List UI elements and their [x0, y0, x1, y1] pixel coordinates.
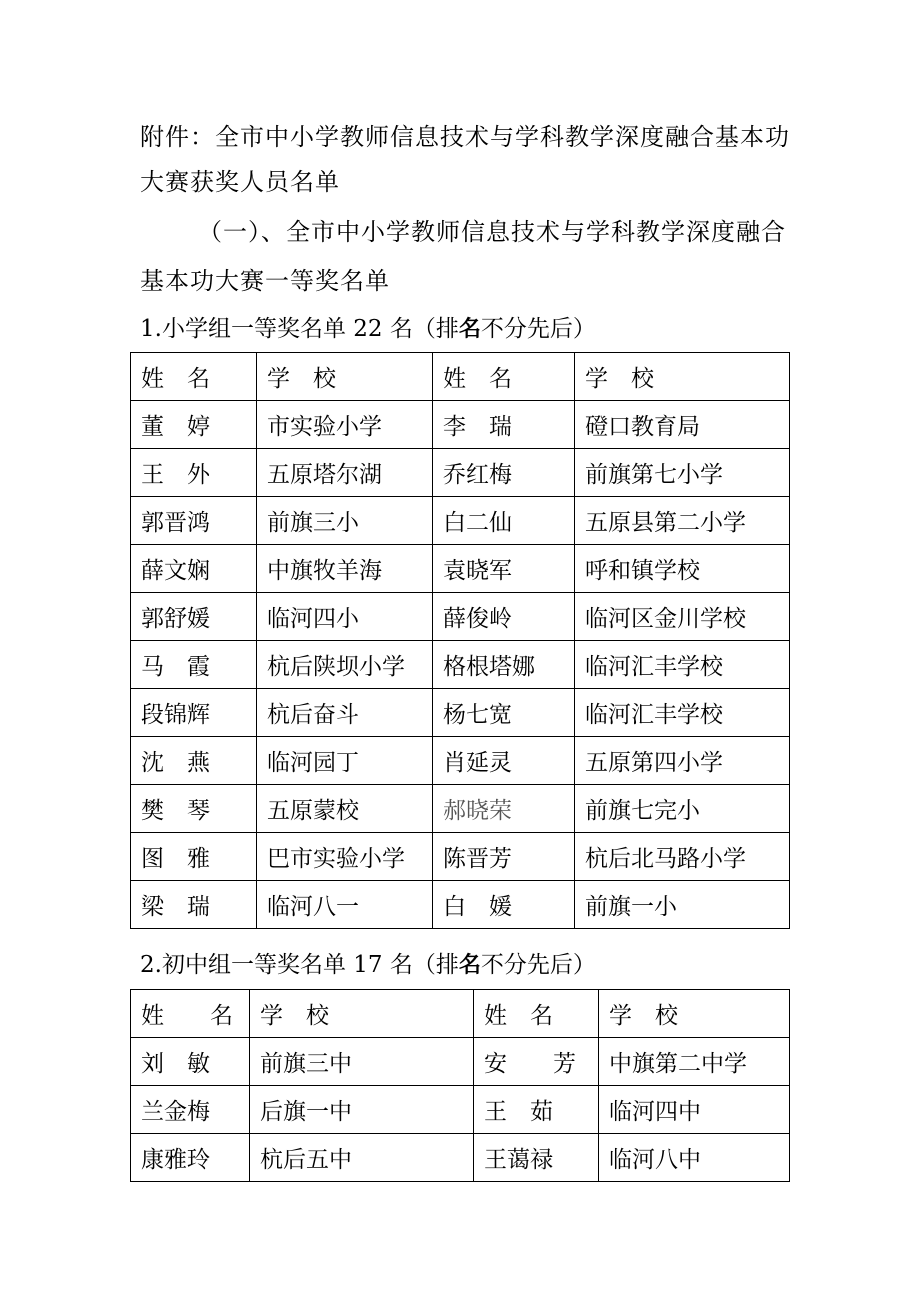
header-cell: 学 校 [575, 353, 790, 401]
school-cell: 五原第四小学 [575, 737, 790, 785]
table-row [131, 401, 790, 449]
school-cell: 五原蒙校 [257, 785, 433, 833]
name-cell: 李 瑞 [433, 401, 575, 449]
table-row [131, 1086, 790, 1134]
school-cell: 中旗第二中学 [599, 1038, 790, 1086]
school-cell: 巴市实验小学 [257, 833, 433, 881]
table-row [131, 833, 790, 881]
name-cell: 王 茹 [474, 1086, 599, 1134]
name-cell: 陈晋芳 [433, 833, 575, 881]
caption-bold-char: 名 [458, 317, 481, 342]
school-cell: 前旗一小 [575, 881, 790, 929]
name-cell: 薛文娴 [131, 545, 257, 593]
table-row [131, 497, 790, 545]
school-cell: 五原县第二小学 [575, 497, 790, 545]
table-row [131, 1038, 790, 1086]
table-row [131, 785, 790, 833]
school-cell: 临河园丁 [257, 737, 433, 785]
name-cell: 乔红梅 [433, 449, 575, 497]
school-cell: 五原塔尔湖 [257, 449, 433, 497]
header-row [131, 990, 790, 1038]
school-cell: 前旗七完小 [575, 785, 790, 833]
header-cell: 姓 名 [474, 990, 599, 1038]
school-cell: 临河八中 [599, 1134, 790, 1182]
name-cell: 王蔼禄 [474, 1134, 599, 1182]
caption-text: 1.小学组一等奖名单 22 名（排 [140, 316, 459, 342]
table-row [131, 689, 790, 737]
school-cell: 杭后五中 [250, 1134, 474, 1182]
name-cell: 刘 敏 [131, 1038, 250, 1086]
school-cell: 临河汇丰学校 [575, 641, 790, 689]
name-cell: 白 媛 [433, 881, 575, 929]
school-cell: 呼和镇学校 [575, 545, 790, 593]
name-cell: 薛俊岭 [433, 593, 575, 641]
middle-award-table [130, 989, 790, 1182]
attachment-title-line-1: 附件：全市中小学教师信息技术与学科教学深度融合基本功 [140, 123, 790, 151]
school-cell: 临河区金川学校 [575, 593, 790, 641]
header-row [131, 353, 790, 401]
school-cell: 后旗一中 [250, 1086, 474, 1134]
name-cell: 杨七宽 [433, 689, 575, 737]
name-cell: 康雅玲 [131, 1134, 250, 1182]
school-cell: 杭后北马路小学 [575, 833, 790, 881]
header-cell: 学 校 [257, 353, 433, 401]
school-cell: 杭后奋斗 [257, 689, 433, 737]
header-cell: 姓 名 [433, 353, 575, 401]
name-cell: 郭晋鸿 [131, 497, 257, 545]
school-cell: 临河四中 [599, 1086, 790, 1134]
table-row [131, 593, 790, 641]
primary-table-caption [140, 312, 596, 347]
school-cell: 中旗牧羊海 [257, 545, 433, 593]
name-cell: 图 雅 [131, 833, 257, 881]
school-cell: 磴口教育局 [575, 401, 790, 449]
school-cell: 市实验小学 [257, 401, 433, 449]
header-cell: 姓 名 [131, 990, 250, 1038]
header-cell: 学 校 [599, 990, 790, 1038]
table-row [131, 737, 790, 785]
school-cell: 前旗三小 [257, 497, 433, 545]
name-cell: 梁 瑞 [131, 881, 257, 929]
middle-table-caption [140, 948, 596, 983]
table-row [131, 545, 790, 593]
primary-table-body [131, 353, 790, 929]
primary-award-table [130, 352, 790, 929]
header-cell: 姓 名 [131, 353, 257, 401]
name-cell: 王 外 [131, 449, 257, 497]
school-cell: 前旗三中 [250, 1038, 474, 1086]
table-row [131, 449, 790, 497]
name-cell: 沈 燕 [131, 737, 257, 785]
name-cell: 白二仙 [433, 497, 575, 545]
name-cell: 段锦辉 [131, 689, 257, 737]
name-cell: 樊 琴 [131, 785, 257, 833]
table-row [131, 1134, 790, 1182]
table-row [131, 881, 790, 929]
school-cell: 临河八一 [257, 881, 433, 929]
name-cell: 格根塔娜 [433, 641, 575, 689]
name-cell: 兰金梅 [131, 1086, 250, 1134]
table-row [131, 641, 790, 689]
name-cell: 安 芳 [474, 1038, 599, 1086]
school-cell: 前旗第七小学 [575, 449, 790, 497]
section-title-line-1: （一）、全市中小学教师信息技术与学科教学深度融合 [198, 218, 786, 246]
caption-text: 2.初中组一等奖名单 17 名（排 [140, 952, 459, 978]
name-cell: 肖延灵 [433, 737, 575, 785]
school-cell: 杭后陕坝小学 [257, 641, 433, 689]
name-cell: 袁晓军 [433, 545, 575, 593]
caption-text-end: 不分先后） [480, 952, 596, 978]
school-cell: 临河汇丰学校 [575, 689, 790, 737]
header-cell: 学 校 [250, 990, 474, 1038]
section-title-line-2: 基本功大赛一等奖名单 [140, 267, 390, 295]
school-cell: 临河四小 [257, 593, 433, 641]
middle-table-body [131, 990, 790, 1182]
name-cell: 郝晓荣 [433, 785, 575, 833]
name-cell: 董 婷 [131, 401, 257, 449]
caption-bold-char: 名 [458, 953, 481, 978]
name-cell: 马 霞 [131, 641, 257, 689]
attachment-title-line-2: 大赛获奖人员名单 [140, 168, 340, 196]
name-cell: 郭舒媛 [131, 593, 257, 641]
caption-text-end: 不分先后） [480, 316, 596, 342]
